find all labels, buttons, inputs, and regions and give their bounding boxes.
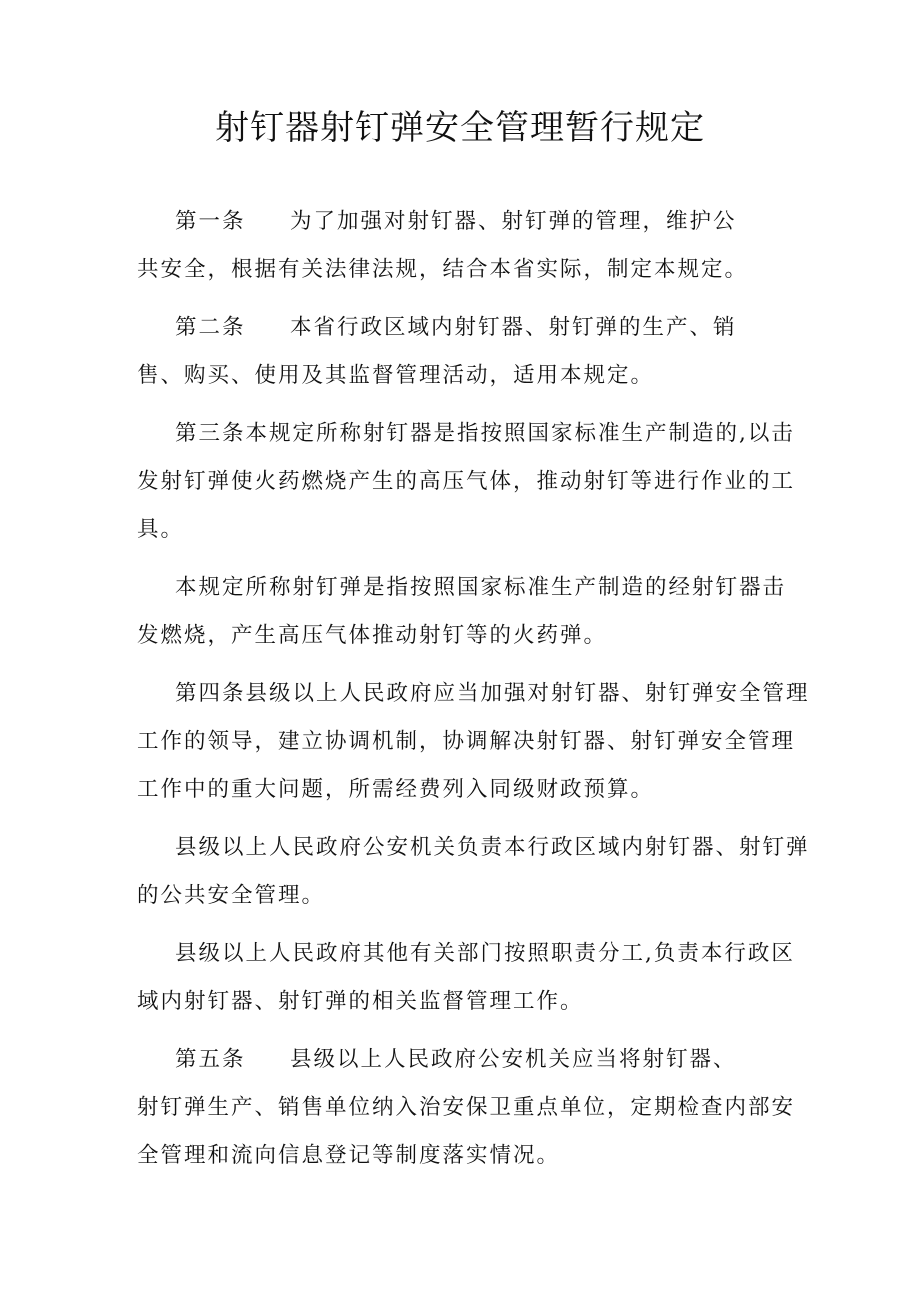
paragraph-article-1: [137, 198, 792, 294]
paragraph-line: 发燃烧，产生高压气体推动射钉等的火药弹。: [137, 623, 608, 648]
paragraph-article-3-cont: [137, 564, 792, 660]
paragraph-line: 第三条本规定所称射钉器是指按照国家标准生产制造的,以击: [175, 421, 795, 446]
paragraph-line: 本规定所称射钉弹是指按照国家标准生产制造的经射钉器击: [175, 575, 787, 600]
paragraph-line: 共安全，根据有关法律法规，结合本省实际，制定本规定。: [137, 257, 749, 282]
paragraph-article-4-cont-2: [137, 930, 795, 1026]
paragraph-line: 域内射钉器、射钉弹的相关监督管理工作。: [137, 989, 584, 1014]
paragraph-line: 工作中的重大问题，所需经费列入同级财政预算。: [137, 777, 655, 802]
document-body: [137, 198, 810, 1190]
paragraph-text: 为了加强对射钉器、射钉弹的管理，维护公: [290, 209, 737, 234]
paragraph-line: [137, 1036, 792, 1084]
paragraph-article-3: [137, 410, 796, 554]
paragraph-line: 的公共安全管理。: [137, 883, 326, 908]
paragraph-line: 射钉弹生产、销售单位纳入治安保卫重点单位，定期检查内部安: [137, 1095, 796, 1120]
document-title: 射钉器射钉弹安全管理暂行规定: [215, 108, 705, 148]
paragraph-text: 县级以上人民政府公安机关应当将射钉器、: [290, 1047, 737, 1072]
paragraph-line: 县级以上人民政府公安机关负责本行政区域内射钉器、射钉弹: [175, 835, 810, 860]
paragraph-line: 县级以上人民政府其他有关部门按照职责分工,负责本行政区: [175, 941, 795, 966]
paragraph-line: 全管理和流向信息登记等制度落实情况。: [137, 1143, 561, 1168]
paragraph-article-5: [137, 1036, 796, 1180]
paragraph-line: 售、购买、使用及其监督管理活动，适用本规定。: [137, 363, 655, 388]
paragraph-article-2: [137, 304, 792, 400]
article-label: 第一条: [175, 209, 246, 234]
paragraph-article-4: [137, 670, 810, 814]
paragraph-article-4-cont-1: [137, 824, 810, 920]
paragraph-line: 第四条县级以上人民政府应当加强对射钉器、射钉弹安全管理: [175, 681, 810, 706]
paragraph-line: 具。: [137, 517, 185, 542]
paragraph-text: 本省行政区域内射钉器、射钉弹的生产、销: [290, 315, 737, 340]
paragraph-line: 发射钉弹使火药燃烧产生的高压气体，推动射钉等进行作业的工: [137, 469, 796, 494]
paragraph-line: [137, 198, 792, 246]
article-label: 第五条: [175, 1047, 246, 1072]
paragraph-line: 工作的领导，建立协调机制，协调解决射钉器、射钉弹安全管理: [137, 729, 796, 754]
article-label: 第二条: [175, 315, 246, 340]
paragraph-line: [137, 304, 792, 352]
